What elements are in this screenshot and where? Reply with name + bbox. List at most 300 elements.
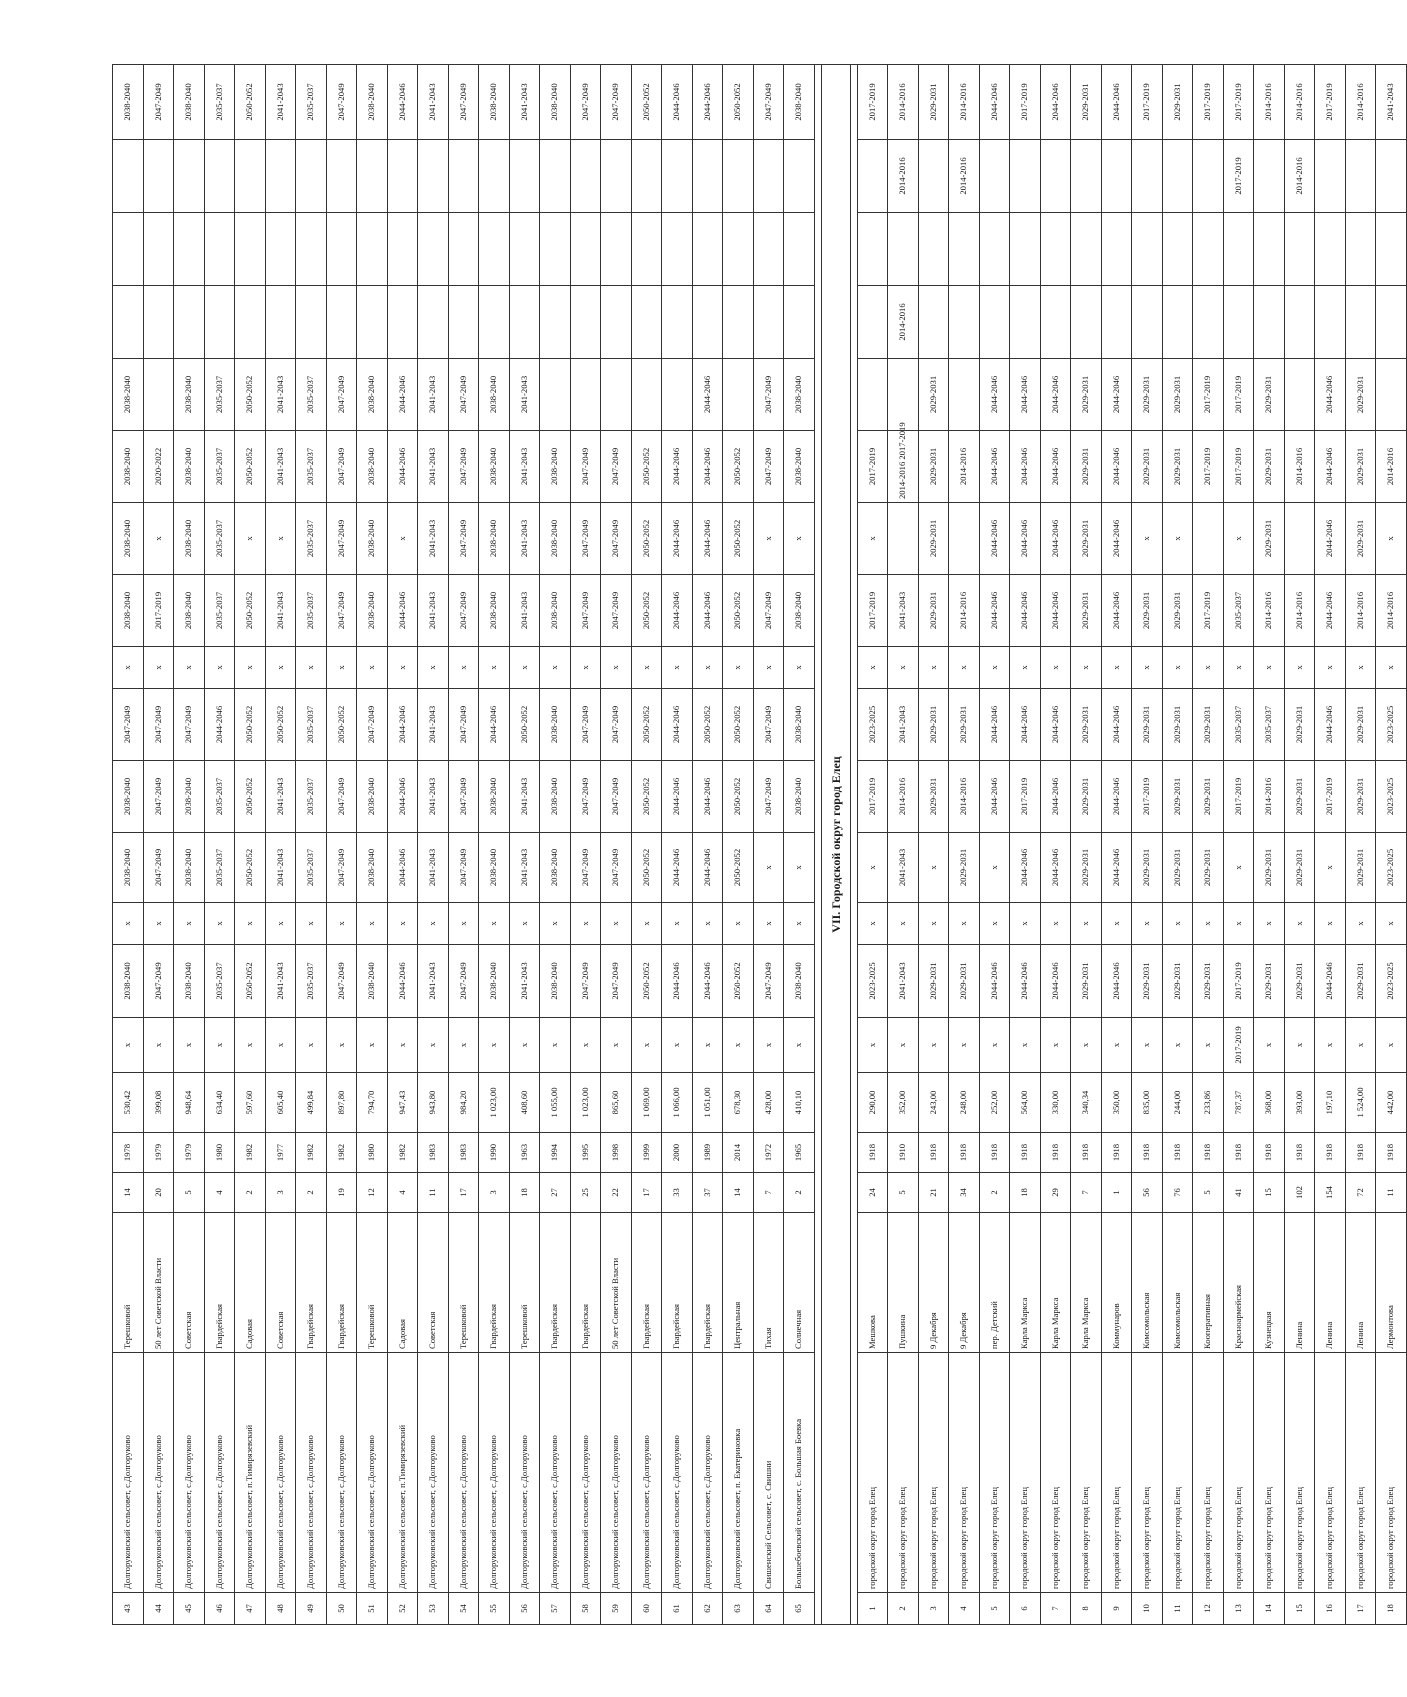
cell-c15: 2044-2046 xyxy=(1101,65,1132,140)
table-row xyxy=(692,65,723,1625)
cell-c2: 2041-2043 xyxy=(888,945,919,1018)
cell-street: Коммунаров xyxy=(1101,1213,1132,1353)
cell-mo: Долгоруковский сельсовет, с.Долгоруково xyxy=(509,1353,540,1593)
cell-c12 xyxy=(113,286,144,359)
cell-c11 xyxy=(1376,359,1407,431)
cell-c12: 2014-2016 xyxy=(888,286,919,359)
cell-c9: 2047-2049 xyxy=(448,503,479,575)
cell-c9: 2044-2046 xyxy=(1010,503,1041,575)
cell-c10: 2050-2052 xyxy=(631,431,662,503)
cell-n: 16 xyxy=(1315,1593,1346,1625)
cell-c1: x xyxy=(979,1018,1010,1073)
cell-mo: Долгоруковский сельсовет, п. Екатериновка xyxy=(723,1353,754,1593)
cell-c7: x xyxy=(113,647,144,689)
cell-n: 60 xyxy=(631,1593,662,1625)
cell-c2: 2050-2052 xyxy=(631,945,662,1018)
cell-c14 xyxy=(1376,140,1407,213)
cell-n: 3 xyxy=(918,1593,949,1625)
cell-street: Тихая xyxy=(753,1213,784,1353)
cell-area: 835,00 xyxy=(1132,1073,1163,1133)
cell-c4: 2050-2052 xyxy=(723,833,754,903)
cell-c7: x xyxy=(949,647,980,689)
cell-c9: 2035-2037 xyxy=(296,503,327,575)
cell-c3: x xyxy=(1376,903,1407,945)
cell-c11: 2035-2037 xyxy=(204,359,235,431)
cell-year: 1994 xyxy=(540,1133,571,1173)
cell-c1: x xyxy=(662,1018,693,1073)
table-row xyxy=(265,65,296,1625)
cell-c5: 2050-2052 xyxy=(235,761,266,833)
cell-c15: 2038-2040 xyxy=(357,65,388,140)
cell-c1: x xyxy=(1132,1018,1163,1073)
cell-house: 18 xyxy=(509,1173,540,1213)
cell-house: 22 xyxy=(601,1173,632,1213)
cell-mo: городской округ город Елец xyxy=(1345,1353,1376,1593)
cell-c1: x xyxy=(479,1018,510,1073)
cell-c11 xyxy=(949,359,980,431)
table-row xyxy=(1284,65,1315,1625)
table-row xyxy=(1071,65,1102,1625)
table-row xyxy=(753,65,784,1625)
cell-area: 794,70 xyxy=(357,1073,388,1133)
cell-c6: 2029-2031 xyxy=(1132,689,1163,761)
cell-c7: x xyxy=(662,647,693,689)
cell-c3: x xyxy=(540,903,571,945)
cell-c7: x xyxy=(1132,647,1163,689)
cell-c12 xyxy=(692,286,723,359)
cell-n: 50 xyxy=(326,1593,357,1625)
cell-c13 xyxy=(784,213,815,286)
cell-c3: x xyxy=(1101,903,1132,945)
cell-c10: 2014-2016 xyxy=(1376,431,1407,503)
cell-c3: x xyxy=(1254,903,1285,945)
cell-c6: 2044-2046 xyxy=(662,689,693,761)
cell-c5: 2038-2040 xyxy=(479,761,510,833)
cell-c15: 2044-2046 xyxy=(662,65,693,140)
cell-c2: 2029-2031 xyxy=(1193,945,1224,1018)
cell-street: Садовая xyxy=(387,1213,418,1353)
cell-year: 1918 xyxy=(1223,1133,1254,1173)
cell-c4: 2029-2031 xyxy=(1284,833,1315,903)
cell-c1: x xyxy=(1162,1018,1193,1073)
cell-c9: 2044-2046 xyxy=(1315,503,1346,575)
cell-year: 1918 xyxy=(918,1133,949,1173)
cell-c12 xyxy=(1010,286,1041,359)
cell-mo: Долгоруковский сельсовет, с.Долгоруково xyxy=(570,1353,601,1593)
cell-c11: 2041-2043 xyxy=(509,359,540,431)
cell-c1: x xyxy=(326,1018,357,1073)
cell-c12 xyxy=(1284,286,1315,359)
cell-c6: 2038-2040 xyxy=(784,689,815,761)
cell-c8: 2014-2016 xyxy=(1345,575,1376,647)
cell-c14 xyxy=(265,140,296,213)
cell-c15: 2038-2040 xyxy=(479,65,510,140)
cell-year: 1980 xyxy=(204,1133,235,1173)
cell-c5: 2023-2025 xyxy=(1376,761,1407,833)
cell-c1: x xyxy=(113,1018,144,1073)
cell-c9: 2029-2031 xyxy=(1254,503,1285,575)
cell-c11: 2041-2043 xyxy=(418,359,449,431)
cell-c13 xyxy=(1345,213,1376,286)
cell-year: 1918 xyxy=(1071,1133,1102,1173)
cell-house: 17 xyxy=(631,1173,662,1213)
cell-c6: 2047-2049 xyxy=(357,689,388,761)
cell-c12 xyxy=(479,286,510,359)
cell-c10: 2029-2031 xyxy=(1132,431,1163,503)
cell-street: пер. Детский xyxy=(979,1213,1010,1353)
cell-street: Терешковой xyxy=(357,1213,388,1353)
cell-mo: Долгоруковский сельсовет, с.Долгоруково xyxy=(448,1353,479,1593)
table-row xyxy=(570,65,601,1625)
cell-c4: 2044-2046 xyxy=(692,833,723,903)
cell-c13 xyxy=(235,213,266,286)
cell-c6: 2035-2037 xyxy=(1223,689,1254,761)
cell-c3: x xyxy=(235,903,266,945)
cell-house: 11 xyxy=(418,1173,449,1213)
cell-c12 xyxy=(1162,286,1193,359)
cell-house: 3 xyxy=(265,1173,296,1213)
cell-c10: 2047-2049 xyxy=(448,431,479,503)
cell-c12 xyxy=(570,286,601,359)
cell-c6: 2029-2031 xyxy=(1071,689,1102,761)
cell-c1: x xyxy=(357,1018,388,1073)
cell-c10: 2041-2043 xyxy=(418,431,449,503)
cell-area: 1 023,00 xyxy=(479,1073,510,1133)
cell-c7: x xyxy=(918,647,949,689)
cell-street: Садовая xyxy=(235,1213,266,1353)
cell-year: 1918 xyxy=(1315,1133,1346,1173)
cell-house: 56 xyxy=(1132,1173,1163,1213)
cell-c11: 2029-2031 xyxy=(1345,359,1376,431)
cell-c7: x xyxy=(387,647,418,689)
cell-c6: 2050-2052 xyxy=(692,689,723,761)
cell-c5: 2017-2019 xyxy=(1132,761,1163,833)
cell-c5: 2041-2043 xyxy=(418,761,449,833)
cell-c8: 2050-2052 xyxy=(235,575,266,647)
table-row xyxy=(857,65,888,1625)
cell-year: 1989 xyxy=(692,1133,723,1173)
cell-c14 xyxy=(1101,140,1132,213)
cell-c2: 2044-2046 xyxy=(1101,945,1132,1018)
cell-c7: x xyxy=(857,647,888,689)
cell-c12 xyxy=(235,286,266,359)
cell-c2: 2047-2049 xyxy=(143,945,174,1018)
cell-mo: Долгоруковский сельсовет, с.Долгоруково xyxy=(692,1353,723,1593)
cell-mo: Большебоевский сельсовет, с. Большая Боевка xyxy=(784,1353,815,1593)
cell-c3: x xyxy=(1071,903,1102,945)
cell-street: Лермонтова xyxy=(1376,1213,1407,1353)
cell-house: 12 xyxy=(357,1173,388,1213)
cell-c9: 2041-2043 xyxy=(509,503,540,575)
cell-c12 xyxy=(601,286,632,359)
cell-c5: 2017-2019 xyxy=(1223,761,1254,833)
cell-c7: x xyxy=(1284,647,1315,689)
cell-year: 1918 xyxy=(1376,1133,1407,1173)
cell-c5: 2014-2016 xyxy=(1254,761,1285,833)
table-row xyxy=(1101,65,1132,1625)
cell-c3: x xyxy=(723,903,754,945)
cell-c3: x xyxy=(888,903,919,945)
cell-c5: 2047-2049 xyxy=(601,761,632,833)
cell-c1: x xyxy=(1345,1018,1376,1073)
cell-c4: 2047-2049 xyxy=(601,833,632,903)
cell-c15: 2014-2016 xyxy=(1284,65,1315,140)
cell-c4: 2038-2040 xyxy=(479,833,510,903)
cell-c9: x xyxy=(1376,503,1407,575)
cell-c10: 2044-2046 xyxy=(1101,431,1132,503)
cell-house: 2 xyxy=(979,1173,1010,1213)
cell-year: 1979 xyxy=(143,1133,174,1173)
cell-c7: x xyxy=(1193,647,1224,689)
cell-year: 1918 xyxy=(1162,1133,1193,1173)
cell-c11: 2047-2049 xyxy=(326,359,357,431)
cell-c14: 2014-2016 xyxy=(949,140,980,213)
cell-c4: x xyxy=(979,833,1010,903)
cell-c12 xyxy=(1223,286,1254,359)
cell-c1: x xyxy=(1010,1018,1041,1073)
cell-c15: 2047-2049 xyxy=(143,65,174,140)
cell-c13 xyxy=(143,213,174,286)
cell-n: 48 xyxy=(265,1593,296,1625)
cell-house: 27 xyxy=(540,1173,571,1213)
cell-c1: x xyxy=(949,1018,980,1073)
table-body-bottom xyxy=(857,65,1406,1625)
cell-n: 58 xyxy=(570,1593,601,1625)
cell-c9: 2044-2046 xyxy=(1101,503,1132,575)
cell-c2: 2044-2046 xyxy=(662,945,693,1018)
cell-c4: x xyxy=(1315,833,1346,903)
cell-c12 xyxy=(1345,286,1376,359)
cell-area: 948,64 xyxy=(174,1073,205,1133)
cell-c6: 2041-2043 xyxy=(418,689,449,761)
cell-c14 xyxy=(418,140,449,213)
cell-c7: x xyxy=(204,647,235,689)
cell-c11 xyxy=(1284,359,1315,431)
cell-c10: 2029-2031 xyxy=(1162,431,1193,503)
cell-mo: Долгоруковский сельсовет, с.Долгоруково xyxy=(601,1353,632,1593)
cell-c4: 2041-2043 xyxy=(888,833,919,903)
cell-c12 xyxy=(631,286,662,359)
cell-c2: 2050-2052 xyxy=(723,945,754,1018)
cell-c14: 2014-2016 xyxy=(1284,140,1315,213)
cell-c11: 2029-2031 xyxy=(918,359,949,431)
cell-street: Советская xyxy=(418,1213,449,1353)
cell-c13 xyxy=(509,213,540,286)
cell-c8: 2038-2040 xyxy=(113,575,144,647)
cell-c4: 2047-2049 xyxy=(570,833,601,903)
cell-n: 47 xyxy=(235,1593,266,1625)
cell-c10: 2029-2031 xyxy=(918,431,949,503)
cell-year: 1982 xyxy=(326,1133,357,1173)
cell-c10: 2047-2049 xyxy=(601,431,632,503)
cell-c9: 2038-2040 xyxy=(113,503,144,575)
cell-year: 1918 xyxy=(1132,1133,1163,1173)
cell-street: Гвардейская xyxy=(570,1213,601,1353)
cell-n: 63 xyxy=(723,1593,754,1625)
cell-c8: 2029-2031 xyxy=(1071,575,1102,647)
cell-c15: 2038-2040 xyxy=(540,65,571,140)
cell-c10: 2047-2049 xyxy=(326,431,357,503)
table-row xyxy=(479,65,510,1625)
cell-c12 xyxy=(357,286,388,359)
cell-c1: x xyxy=(631,1018,662,1073)
cell-c8: 2014-2016 xyxy=(1376,575,1407,647)
housing-repair-schedule-table xyxy=(112,64,1407,1625)
cell-c1: x xyxy=(1101,1018,1132,1073)
cell-c1: x xyxy=(509,1018,540,1073)
cell-mo: Долгоруковский сельсовет, п.Тимирязевский xyxy=(235,1353,266,1593)
cell-year: 1999 xyxy=(631,1133,662,1173)
cell-c7: x xyxy=(540,647,571,689)
table-row xyxy=(723,65,754,1625)
table-row xyxy=(888,65,919,1625)
cell-c13 xyxy=(570,213,601,286)
cell-c4: 2038-2040 xyxy=(113,833,144,903)
cell-c2: 2029-2031 xyxy=(949,945,980,1018)
cell-house: 15 xyxy=(1254,1173,1285,1213)
cell-c7: x xyxy=(753,647,784,689)
cell-c5: 2044-2046 xyxy=(1101,761,1132,833)
cell-area: 330,00 xyxy=(1040,1073,1071,1133)
cell-c14 xyxy=(662,140,693,213)
cell-mo: городской округ город Елец xyxy=(1132,1353,1163,1593)
cell-c9: 2029-2031 xyxy=(1345,503,1376,575)
cell-c14 xyxy=(1254,140,1285,213)
cell-house: 18 xyxy=(1010,1173,1041,1213)
cell-c5: 2050-2052 xyxy=(631,761,662,833)
cell-area: 897,80 xyxy=(326,1073,357,1133)
cell-c3: x xyxy=(296,903,327,945)
cell-c12 xyxy=(949,286,980,359)
cell-c11 xyxy=(888,359,919,431)
cell-mo: Долгоруковский сельсовет, с.Долгоруково xyxy=(418,1353,449,1593)
cell-n: 57 xyxy=(540,1593,571,1625)
cell-house: 24 xyxy=(857,1173,888,1213)
cell-c8: 2017-2019 xyxy=(1193,575,1224,647)
cell-year: 2014 xyxy=(723,1133,754,1173)
cell-c11: 2044-2046 xyxy=(387,359,418,431)
cell-c5: 2038-2040 xyxy=(784,761,815,833)
cell-c8: 2038-2040 xyxy=(784,575,815,647)
cell-c3: x xyxy=(857,903,888,945)
cell-c15: 2047-2049 xyxy=(601,65,632,140)
cell-year: 1978 xyxy=(113,1133,144,1173)
cell-c12 xyxy=(540,286,571,359)
cell-mo: Долгоруковский сельсовет, с.Долгоруково xyxy=(174,1353,205,1593)
cell-c15: 2014-2016 xyxy=(1254,65,1285,140)
cell-mo: Долгоруковский сельсовет, с.Долгоруково xyxy=(662,1353,693,1593)
cell-house: 4 xyxy=(387,1173,418,1213)
cell-c15: 2014-2016 xyxy=(888,65,919,140)
cell-c8: 2017-2019 xyxy=(143,575,174,647)
cell-c6: 2044-2046 xyxy=(1040,689,1071,761)
cell-c14: 2017-2019 xyxy=(1223,140,1254,213)
cell-street: Красноармейская xyxy=(1223,1213,1254,1353)
cell-area: 1 066,00 xyxy=(662,1073,693,1133)
cell-c15: 2017-2019 xyxy=(1193,65,1224,140)
cell-c6: 2047-2049 xyxy=(143,689,174,761)
cell-c2: 2038-2040 xyxy=(540,945,571,1018)
cell-c2: 2029-2031 xyxy=(1071,945,1102,1018)
cell-n: 52 xyxy=(387,1593,418,1625)
cell-n: 54 xyxy=(448,1593,479,1625)
cell-c15: 2041-2043 xyxy=(1376,65,1407,140)
cell-c11 xyxy=(601,359,632,431)
cell-c8: 2041-2043 xyxy=(509,575,540,647)
cell-c14 xyxy=(601,140,632,213)
cell-c3: x xyxy=(326,903,357,945)
cell-c7: x xyxy=(979,647,1010,689)
cell-mo: городской округ город Елец xyxy=(1223,1353,1254,1593)
cell-c9: x xyxy=(753,503,784,575)
cell-c13 xyxy=(753,213,784,286)
cell-c1: x xyxy=(1284,1018,1315,1073)
cell-c3: x xyxy=(387,903,418,945)
cell-c8: 2050-2052 xyxy=(631,575,662,647)
cell-n: 14 xyxy=(1254,1593,1285,1625)
cell-c3: x xyxy=(784,903,815,945)
cell-house: 17 xyxy=(448,1173,479,1213)
table-row xyxy=(113,65,144,1625)
cell-c14 xyxy=(1162,140,1193,213)
cell-c4: 2041-2043 xyxy=(509,833,540,903)
cell-area: 865,60 xyxy=(601,1073,632,1133)
cell-c5: 2017-2019 xyxy=(857,761,888,833)
cell-c12 xyxy=(1193,286,1224,359)
cell-c10: 2044-2046 xyxy=(692,431,723,503)
cell-c11: 2038-2040 xyxy=(174,359,205,431)
table-row xyxy=(509,65,540,1625)
cell-mo: городской округ город Елец xyxy=(857,1353,888,1593)
table-row xyxy=(204,65,235,1625)
cell-c1: x xyxy=(570,1018,601,1073)
cell-c1: x xyxy=(888,1018,919,1073)
cell-c6: 2050-2052 xyxy=(509,689,540,761)
cell-c11 xyxy=(570,359,601,431)
cell-c11: 2038-2040 xyxy=(479,359,510,431)
cell-c7: x xyxy=(1071,647,1102,689)
cell-area: 1 023,00 xyxy=(570,1073,601,1133)
cell-c9: 2050-2052 xyxy=(631,503,662,575)
cell-street: Гвардейская xyxy=(204,1213,235,1353)
cell-c1: x xyxy=(1040,1018,1071,1073)
cell-street: 50 лет Советской Власти xyxy=(143,1213,174,1353)
cell-n: 4 xyxy=(949,1593,980,1625)
cell-c13 xyxy=(204,213,235,286)
cell-c14 xyxy=(540,140,571,213)
cell-c1: x xyxy=(387,1018,418,1073)
cell-c7: x xyxy=(418,647,449,689)
table-row xyxy=(1162,65,1193,1625)
cell-c11: 2047-2049 xyxy=(448,359,479,431)
cell-year: 1918 xyxy=(1284,1133,1315,1173)
cell-street: Комсомольская xyxy=(1132,1213,1163,1353)
cell-c5: 2029-2031 xyxy=(1193,761,1224,833)
cell-c8: 2035-2037 xyxy=(1223,575,1254,647)
cell-c10: 2038-2040 xyxy=(357,431,388,503)
cell-c12 xyxy=(204,286,235,359)
cell-area: 340,34 xyxy=(1071,1073,1102,1133)
table-row xyxy=(1132,65,1163,1625)
cell-mo: городской округ город Елец xyxy=(1010,1353,1041,1593)
cell-c13 xyxy=(265,213,296,286)
cell-c7: x xyxy=(1345,647,1376,689)
cell-year: 1918 xyxy=(1010,1133,1041,1173)
cell-c1: x xyxy=(857,1018,888,1073)
cell-c2: 2044-2046 xyxy=(692,945,723,1018)
cell-c7: x xyxy=(1010,647,1041,689)
cell-house: 14 xyxy=(723,1173,754,1213)
